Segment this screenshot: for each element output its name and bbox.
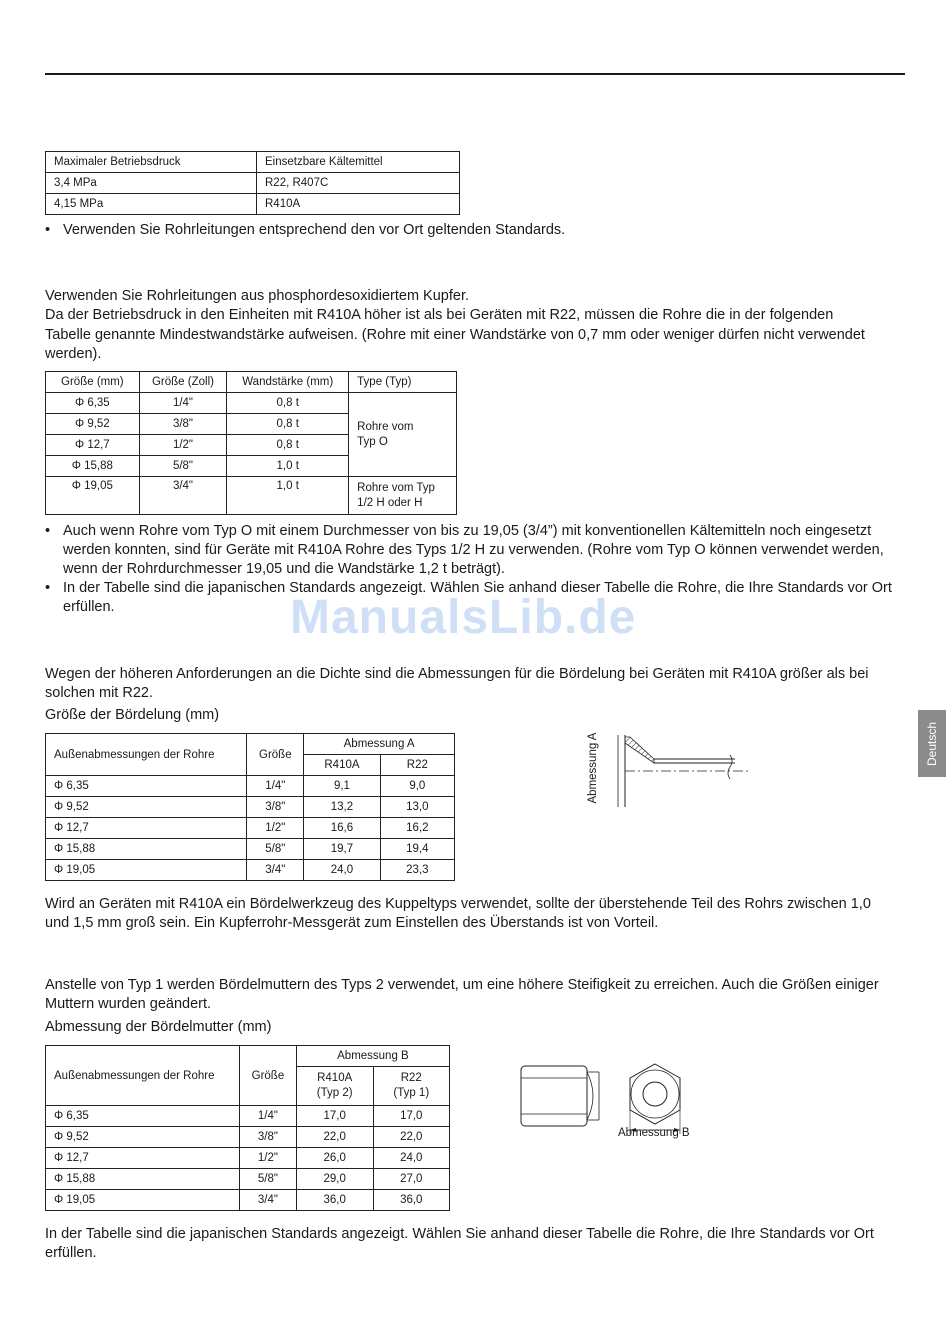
nut-intro: Anstelle von Typ 1 werden Bördelmuttern des Typs 2 verwendet, um eine höhere Steifigkeit zu erreichen. Auch die Größen einiger Muttern wurden geändert. (45, 977, 879, 1013)
table-cell: 24,0 (373, 1148, 449, 1169)
table-cell: Φ 9,52 (46, 1127, 240, 1148)
table-cell: 5/8" (239, 1169, 296, 1190)
table-cell: Φ 19,05 (46, 860, 247, 881)
table-cell: Φ 6,35 (46, 393, 140, 414)
table-cell: 19,4 (380, 839, 454, 860)
table-row (46, 818, 455, 839)
table-cell: 36,0 (296, 1190, 373, 1211)
table-cell: Φ 9,52 (46, 414, 140, 435)
table-row (46, 173, 460, 194)
table-cell: 29,0 (296, 1169, 373, 1190)
table-cell: 3/8" (247, 797, 304, 818)
table-cell: 5/8" (247, 839, 304, 860)
table-cell: Φ 19,05 (46, 1190, 240, 1211)
pipe-header-wall: Wandstärke (mm) (227, 372, 349, 393)
table-cell: 17,0 (373, 1106, 449, 1127)
table-row (46, 1190, 450, 1211)
bullet-text: Auch wenn Rohre vom Typ O mit einem Durchmesser von bis zu 19,05 (3/4”) mit konventionellen Kältemitteln noch eingesetzt werden konnten, sind für Geräte mit R410A Rohre des Typs 1/2 H zu verwenden. (Rohre vom Typ O können verwendet werden, wenn der Rohrdurchmesser 19,05 und die Wandstärke 1,2 t beträgt). (63, 523, 884, 577)
table-cell: 13,2 (304, 797, 380, 818)
table-cell: Φ 6,35 (46, 776, 247, 797)
pipe-intro: Verwenden Sie Rohrleitungen aus phosphordesoxidiertem Kupfer. Da der Betriebsdruck in den Einheiten mit R410A höher ist als bei Geräten mit R22, müssen die Rohre die in der folgenden Tabelle genannte Mindestwandstärke aufweisen. (Rohre mit einer Wandstärke von 0,7 mm oder weniger dürfen nicht verwendet werden). (45, 288, 865, 362)
table-cell: 1,0 t (227, 477, 349, 515)
table-row (46, 776, 455, 797)
table-cell: 19,7 (304, 839, 380, 860)
nut-table (45, 1045, 450, 1211)
table-cell: 16,6 (304, 818, 380, 839)
table-row (46, 393, 457, 414)
language-tab-label: Deutsch (925, 721, 939, 766)
table-cell: 3/8" (239, 1127, 296, 1148)
table-cell: 36,0 (373, 1190, 449, 1211)
table-row (46, 860, 455, 881)
table-cell: Φ 19,05 (46, 477, 140, 515)
table-cell: 17,0 (296, 1106, 373, 1127)
table-cell: R22, R407C (257, 173, 460, 194)
table-cell: 1/4" (139, 393, 227, 414)
flare-header-outer: Außenabmessungen der Rohre (46, 734, 247, 776)
table-cell: 9,0 (380, 776, 454, 797)
bullet-dot: • (45, 580, 51, 596)
table-cell: 1/4" (239, 1106, 296, 1127)
table-cell: 22,0 (296, 1127, 373, 1148)
table-cell: 3/4" (139, 477, 227, 515)
bullet-text: In der Tabelle sind die japanischen Standards angezeigt. Wählen Sie anhand dieser Tabelle die Rohre, die Ihre Standards vor Ort erfüllen. (63, 580, 892, 615)
table-cell: 27,0 (373, 1169, 449, 1190)
watermark: ManualsLib.de (290, 591, 637, 644)
bullet-dot: • (45, 523, 51, 539)
table-cell: 5/8" (139, 456, 227, 477)
table-cell: 9,1 (304, 776, 380, 797)
table-cell: 0,8 t (227, 414, 349, 435)
table-cell: 13,0 (380, 797, 454, 818)
table-cell: 23,3 (380, 860, 454, 881)
table-cell: 1/2" (239, 1148, 296, 1169)
table-cell: 1/4" (247, 776, 304, 797)
table-row (46, 1127, 450, 1148)
nut-japanese: In der Tabelle sind die japanischen Standards angezeigt. Wählen Sie anhand dieser Tabelle die Rohre, die Ihre Standards vor Ort erfüllen. (45, 1226, 874, 1262)
type-half-h-cell: Rohre vom Typ 1/2 H oder H (349, 477, 457, 515)
flare-diagram (580, 725, 760, 815)
pressure-header-refrigerant: Einsetzbare Kältemittel (257, 152, 460, 173)
flare-table (45, 733, 455, 881)
table-row (46, 1148, 450, 1169)
table-row (46, 1169, 450, 1190)
pipe-header-mm: Größe (mm) (46, 372, 140, 393)
table-cell: 1/2" (139, 435, 227, 456)
table-cell: 22,0 (373, 1127, 449, 1148)
table-cell: Φ 6,35 (46, 1106, 240, 1127)
table-cell: 24,0 (304, 860, 380, 881)
flare-header-group: Abmessung A (304, 734, 455, 755)
language-tab (918, 710, 946, 777)
header-rule (45, 73, 905, 75)
table-cell: Φ 12,7 (46, 818, 247, 839)
table-cell: 3/4" (247, 860, 304, 881)
nut-header-size: Größe (239, 1046, 296, 1106)
table-cell: 0,8 t (227, 393, 349, 414)
table-cell: 3/4" (239, 1190, 296, 1211)
table-cell: 3,4 MPa (46, 173, 257, 194)
table-cell: 4,15 MPa (46, 194, 257, 215)
table-cell: 26,0 (296, 1148, 373, 1169)
bullet-dot: • (45, 222, 51, 238)
table-row (46, 194, 460, 215)
table-row (46, 1106, 450, 1127)
nut-header-outer: Außenabmessungen der Rohre (46, 1046, 240, 1106)
nut-figure-label: Abmessung B (618, 1127, 690, 1139)
nut-caption: Abmessung der Bördelmutter (mm) (45, 1019, 272, 1035)
table-cell: Φ 15,88 (46, 1169, 240, 1190)
flare-intro: Wegen der höheren Anforderungen an die Dichte sind die Abmessungen für die Bördelung bei Geräten mit R410A größer als bei solchen mit R22. (45, 666, 869, 702)
type-o-cell: Rohre vom Typ O (349, 393, 457, 477)
nut-header-r410a: R410A (Typ 2) (296, 1067, 373, 1106)
table-row (46, 797, 455, 818)
flare-figure-label: Abmessung A (587, 732, 599, 804)
pressure-table (45, 151, 460, 215)
nut-header-r22: R22 (Typ 1) (373, 1067, 449, 1106)
table-row (46, 477, 457, 515)
pipe-table (45, 371, 457, 515)
bullet-text: Verwenden Sie Rohrleitungen entsprechend den vor Ort geltenden Standards. (63, 222, 566, 238)
table-cell: Φ 12,7 (46, 1148, 240, 1169)
table-cell: R410A (257, 194, 460, 215)
pipe-header-inch: Größe (Zoll) (139, 372, 227, 393)
flare-tool-text: Wird an Geräten mit R410A ein Bördelwerkzeug des Kuppeltyps verwendet, sollte der überstehende Teil des Rohrs zwischen 1,0 und 1,5 mm groß sein. Ein Kupferrohr-Messgerät zum Einstellen des Überstands ist von Vorteil. (45, 896, 871, 932)
table-cell: 1/2" (247, 818, 304, 839)
table-row (46, 839, 455, 860)
flare-header-size: Größe (247, 734, 304, 776)
table-cell: 16,2 (380, 818, 454, 839)
table-cell: Φ 9,52 (46, 797, 247, 818)
flare-header-r22: R22 (380, 755, 454, 776)
table-cell: Φ 15,88 (46, 839, 247, 860)
nut-header-group: Abmessung B (296, 1046, 449, 1067)
pipe-header-type: Type (Typ) (349, 372, 457, 393)
flare-caption: Größe der Bördelung (mm) (45, 707, 220, 723)
table-cell: 0,8 t (227, 435, 349, 456)
table-cell: 1,0 t (227, 456, 349, 477)
flare-header-r410a: R410A (304, 755, 380, 776)
table-cell: Φ 15,88 (46, 456, 140, 477)
pressure-header-max: Maximaler Betriebsdruck (46, 152, 257, 173)
table-cell: 3/8" (139, 414, 227, 435)
table-cell: Φ 12,7 (46, 435, 140, 456)
